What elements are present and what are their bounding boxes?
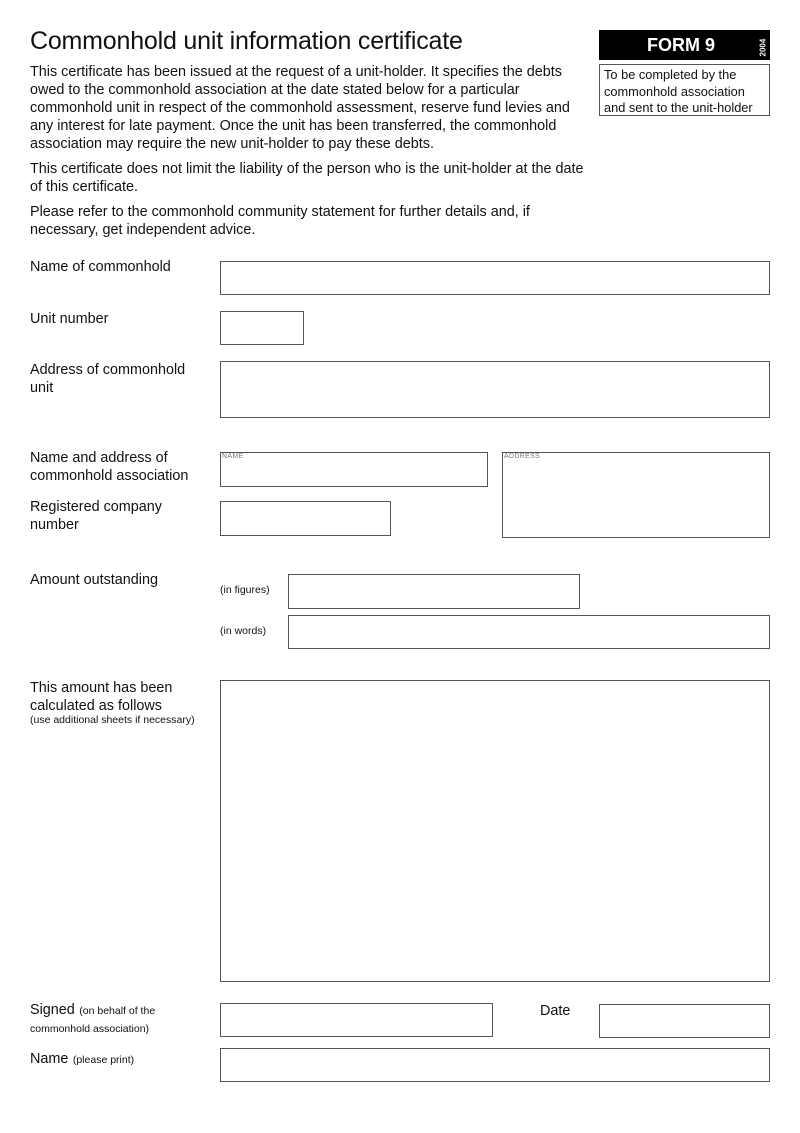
signature-field[interactable] (220, 1003, 493, 1037)
intro-paragraph-2: This certificate does not limit the liability of the person who is the unit-holder at the date of this certificate. (30, 161, 584, 195)
form-year: 2004 (758, 38, 768, 57)
intro-paragraph-1: This certificate has been issued at the request of a unit-holder. It specifies the debts owed to the commonhold association at the date stated below for a particular commonhold unit in respect of the commonhold assessment, reserve fund levies and any interest for late payment. Once the unit has been transferred, the commonhold association may require the new unit-holder to pay these debts. (30, 64, 570, 152)
amount-label: Amount outstanding (30, 572, 159, 588)
calculation-note: (use additional sheets if necessary) (30, 714, 195, 726)
calculation-label: This amount has been calculated as follows (30, 680, 173, 714)
signed-label: Signed (30, 1002, 75, 1018)
name-label-group (30, 1050, 215, 1068)
commonhold-name-field[interactable] (220, 261, 770, 295)
form-number-badge (599, 30, 770, 60)
in-figures-caption: (in figures) (220, 584, 270, 596)
in-words-caption: (in words) (220, 625, 267, 637)
calculation-field[interactable] (220, 680, 770, 982)
association-address-field[interactable] (502, 452, 770, 538)
company-number-field[interactable] (220, 501, 391, 536)
unit-number-label: Unit number (30, 311, 109, 327)
signed-label-group (30, 1001, 215, 1037)
signed-note: (on behalf of the commonhold association) (30, 1005, 156, 1035)
unit-address-field[interactable] (220, 361, 770, 418)
company-number-label: Registered company number (30, 499, 162, 533)
unit-number-field[interactable] (220, 311, 304, 345)
commonhold-name-label: Name of commonhold (30, 259, 171, 275)
association-label: Name and address of commonhold association (30, 450, 189, 484)
association-name-field[interactable] (220, 452, 488, 487)
print-name-field[interactable] (220, 1048, 770, 1082)
date-field[interactable] (599, 1004, 770, 1038)
address-caption: ADDRESS (504, 453, 540, 460)
amount-words-field[interactable] (288, 615, 770, 649)
date-label: Date (540, 1003, 571, 1019)
unit-address-label: Address of commonhold unit (30, 362, 186, 396)
page-title: Commonhold unit information certificate (30, 27, 463, 55)
intro-paragraph-3: Please refer to the commonhold community statement for further details and, if necessary, get independent advice. (30, 204, 530, 238)
form-label: FORM 9 (646, 35, 715, 55)
completion-note: To be completed by the commonhold association and sent to the unit-holder (599, 64, 770, 116)
name-note: (please print) (72, 1054, 135, 1066)
name-label: Name (30, 1051, 69, 1067)
name-caption: NAME (222, 453, 244, 460)
amount-figures-field[interactable] (288, 574, 580, 609)
